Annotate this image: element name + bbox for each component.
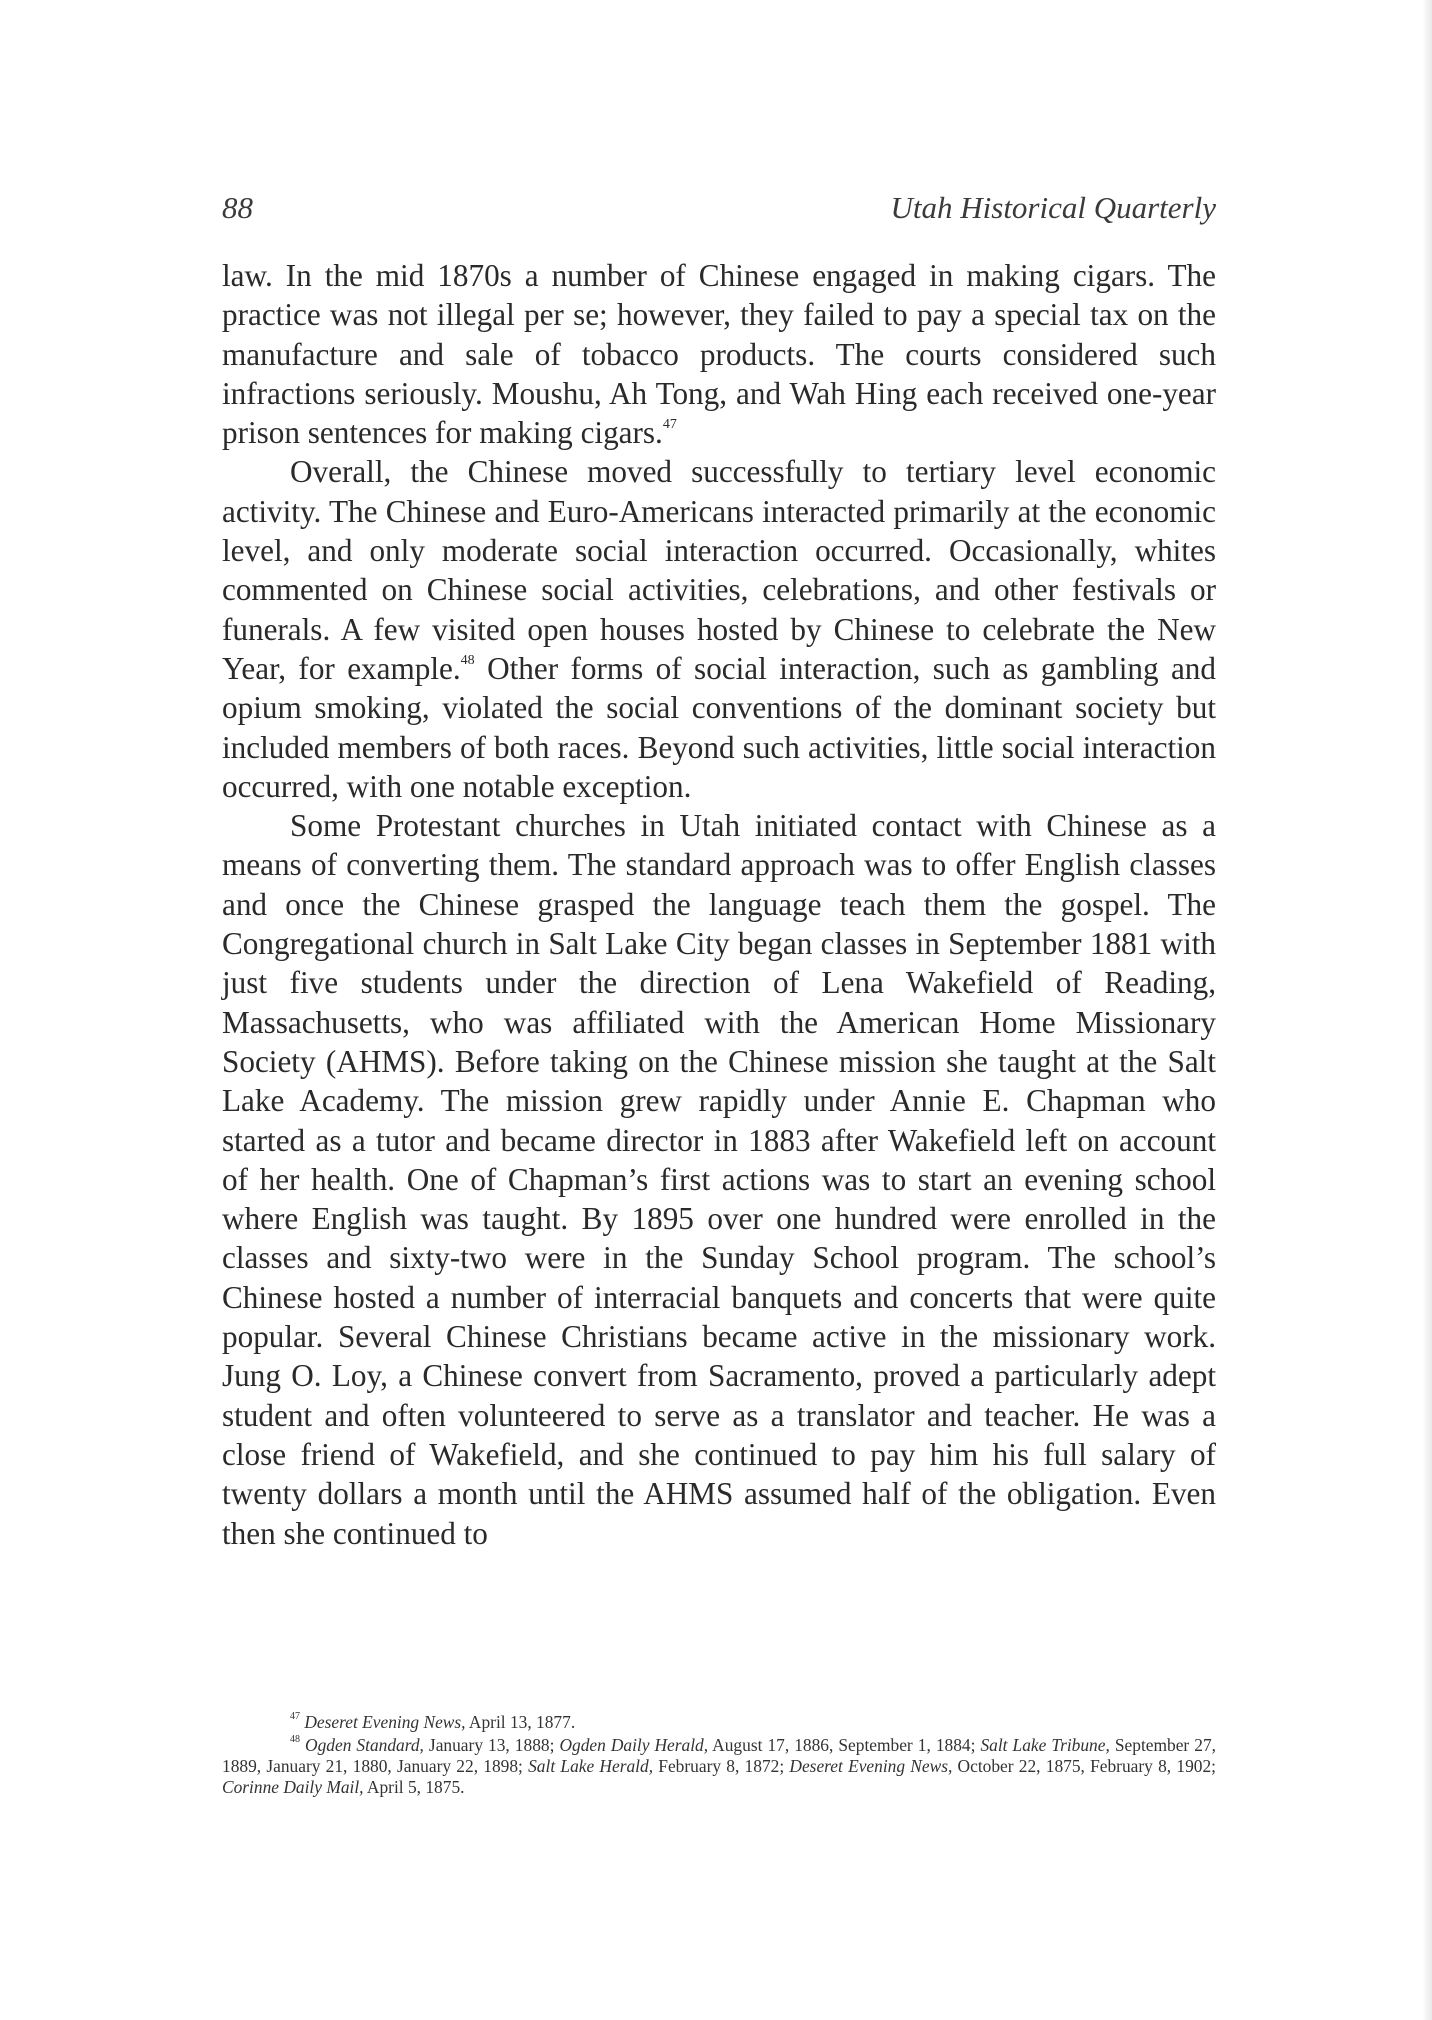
source-title: Deseret Evening News, (789, 1756, 953, 1776)
footnote-ref-48[interactable]: 48 (460, 652, 475, 668)
source-date: October 22, 1875, February 8, 1902; (952, 1756, 1216, 1776)
footnote-47 (222, 1712, 1216, 1733)
paragraph-text-continued: Other forms of social interaction, such as gambling and opium smoking, violated the social conventions of the dominant society but included members of both races. Beyond such activities, little social interaction occurred, with one notable exception. (222, 650, 1216, 804)
source-date: September 27, 1889, January 21, 1880, January 22, 1898; (222, 1735, 1216, 1776)
footnote-ref-47[interactable]: 47 (662, 416, 677, 432)
paragraph-2 (222, 452, 1216, 806)
footnotes (222, 1712, 1216, 1800)
footnote-48 (222, 1735, 1216, 1798)
paragraph-3 (222, 806, 1216, 1553)
footnote-number: 47 (290, 1711, 300, 1723)
source-title: Salt Lake Herald, (528, 1756, 654, 1776)
journal-title: Utah Historical Quarterly (890, 190, 1216, 225)
paragraph-1 (222, 256, 1216, 452)
source-date: April 13, 1877. (465, 1712, 576, 1732)
source-title: Ogden Daily Herald, (559, 1735, 709, 1755)
source-title: Salt Lake Tribune, (980, 1735, 1110, 1755)
source-date: February 8, 1872; (653, 1756, 790, 1776)
source-date: April 5, 1875. (363, 1777, 465, 1797)
source-date: January 13, 1888; (423, 1735, 560, 1755)
source-date: August 17, 1886, September 1, 1884; (708, 1735, 981, 1755)
source-title: Deseret Evening News, (304, 1712, 466, 1732)
paragraph-text: Overall, the Chinese moved successfully to tertiary level economic activity. The Chinese and Euro-Americans interacted primarily at the economic level, and only moderate social interaction occurred. Occasionally, whites commented on Chinese social activities, celebrations, and other festivals or funerals. A few visited open houses hosted by Chinese to celebrate the New Year, for example. (222, 454, 1216, 686)
source-title: Corinne Daily Mail, (222, 1777, 364, 1797)
page-edge-shadow (1422, 0, 1432, 2020)
body-text (222, 256, 1216, 1553)
paragraph-text: law. In the mid 1870s a number of Chinese engaged in making cigars. The practice was not illegal per se; however, they failed to pay a special tax on the manufacture and sale of tobacco products. The courts considered such infractions seriously. Moushu, Ah Tong, and Wah Hing each received one-year prison sentences for making cigars. (222, 258, 1216, 451)
source-title: Ogden Standard, (305, 1735, 424, 1755)
page-number: 88 (222, 190, 253, 225)
paragraph-text: Some Protestant churches in Utah initiated contact with Chinese as a means of converting them. The standard approach was to offer English classes and once the Chinese grasped the language teach them the gospel. The Congregational church in Salt Lake City began classes in September 1881 with just five students under the direction of Lena Wakefield of Reading, Massachusetts, who was affiliated with the American Home Missionary Society (AHMS). Before taking on the Chinese mission she taught at the Salt Lake Academy. The mission grew rapidly under Annie E. Chapman who started as a tutor and became director in 1883 after Wakefield left on account of her health. One of Chapman’s first actions was to start an evening school where English was taught. By 1895 over one hundred were enrolled in the classes and sixty-two were in the Sunday School program. The school’s Chinese hosted a number of interracial banquets and concerts that were quite popular. Several Chinese Christians became active in the missionary work. Jung O. Loy, a Chinese convert from Sacramento, proved a particularly adept student and often volunteered to serve as a translator and teacher. He was a close friend of Wakefield, and she continued to pay him his full salary of twenty dollars a month until the AHMS assumed half of the obligation. Even then she continued to (222, 808, 1216, 1551)
footnote-number: 48 (290, 1734, 300, 1746)
running-header (222, 190, 1216, 230)
